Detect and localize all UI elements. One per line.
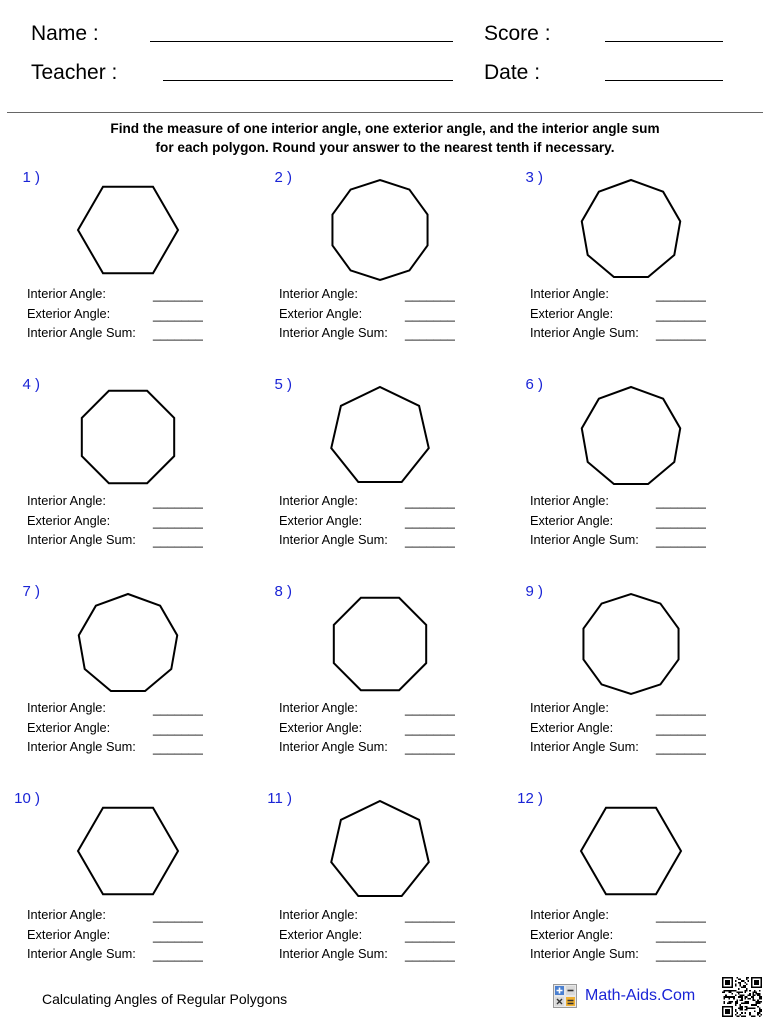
interior-angle-sum-blank[interactable]: _______ xyxy=(153,326,203,341)
problem-6 xyxy=(516,376,746,576)
polygon-figure xyxy=(576,790,686,900)
interior-angle-sum-blank[interactable]: _______ xyxy=(405,947,455,962)
problem-number: 3 ) xyxy=(525,169,543,186)
teacher-line[interactable] xyxy=(163,80,453,81)
exterior-angle-row xyxy=(279,927,495,947)
interior-angle-sum-row xyxy=(530,325,746,345)
interior-angle-sum-blank[interactable]: _______ xyxy=(656,533,706,548)
interior-angle-sum-blank[interactable]: _______ xyxy=(153,947,203,962)
polygon-figure xyxy=(73,583,183,693)
exterior-angle-row xyxy=(279,720,495,740)
interior-angle-label: Interior Angle: xyxy=(279,907,358,922)
polygon-outline xyxy=(582,387,680,484)
interior-angle-sum-blank[interactable]: _______ xyxy=(405,326,455,341)
interior-angle-sum-label: Interior Angle Sum: xyxy=(27,532,136,547)
problem-5 xyxy=(265,376,495,576)
exterior-angle-row xyxy=(27,927,243,947)
interior-angle-sum-row xyxy=(27,946,243,966)
interior-angle-sum-label: Interior Angle Sum: xyxy=(530,532,639,547)
polygon-figure xyxy=(325,583,435,693)
problem-10 xyxy=(13,790,243,990)
polygon-outline xyxy=(78,187,178,274)
interior-angle-label: Interior Angle: xyxy=(27,907,106,922)
exterior-angle-label: Exterior Angle: xyxy=(530,719,614,735)
interior-angle-sum-blank[interactable]: _______ xyxy=(153,533,203,548)
exterior-angle-blank[interactable]: _______ xyxy=(153,513,203,529)
interior-angle-blank[interactable]: _______ xyxy=(405,908,455,923)
interior-angle-sum-label: Interior Angle Sum: xyxy=(530,325,639,340)
exterior-angle-blank[interactable]: _______ xyxy=(656,720,706,736)
exterior-angle-row xyxy=(530,927,746,947)
exterior-angle-label: Exterior Angle: xyxy=(530,926,614,942)
interior-angle-label: Interior Angle: xyxy=(279,493,358,508)
problem-number: 6 ) xyxy=(525,376,543,393)
problem-number: 9 ) xyxy=(525,583,543,600)
polygon-outline xyxy=(582,180,680,277)
interior-angle-label: Interior Angle: xyxy=(530,907,609,922)
interior-angle-row xyxy=(279,700,495,720)
exterior-angle-row xyxy=(27,513,243,533)
interior-angle-sum-row xyxy=(27,325,243,345)
interior-angle-row xyxy=(279,493,495,513)
exterior-angle-blank[interactable]: _______ xyxy=(405,720,455,736)
answer-fields xyxy=(279,700,495,759)
polygon-outline xyxy=(331,801,429,896)
interior-angle-row xyxy=(279,286,495,306)
interior-angle-sum-blank[interactable]: _______ xyxy=(656,947,706,962)
exterior-angle-blank[interactable]: _______ xyxy=(153,927,203,943)
interior-angle-sum-label: Interior Angle Sum: xyxy=(279,739,388,754)
interior-angle-blank[interactable]: _______ xyxy=(405,494,455,509)
date-line[interactable] xyxy=(605,80,723,81)
interior-angle-blank[interactable]: _______ xyxy=(153,494,203,509)
answer-fields xyxy=(530,286,746,345)
exterior-angle-label: Exterior Angle: xyxy=(27,926,111,942)
exterior-angle-row xyxy=(530,513,746,533)
interior-angle-row xyxy=(530,700,746,720)
interior-angle-label: Interior Angle: xyxy=(530,286,609,301)
problem-9 xyxy=(516,583,746,783)
exterior-angle-label: Exterior Angle: xyxy=(530,512,614,528)
interior-angle-row xyxy=(530,493,746,513)
interior-angle-label: Interior Angle: xyxy=(27,700,106,715)
polygon-figure xyxy=(73,169,183,279)
header-divider xyxy=(7,112,763,113)
problem-number: 1 ) xyxy=(22,169,40,186)
interior-angle-sum-blank[interactable]: _______ xyxy=(405,533,455,548)
interior-angle-sum-blank[interactable]: _______ xyxy=(405,740,455,755)
interior-angle-sum-label: Interior Angle Sum: xyxy=(279,325,388,340)
exterior-angle-label: Exterior Angle: xyxy=(279,512,363,528)
problem-number: 5 ) xyxy=(274,376,292,393)
answer-fields xyxy=(27,700,243,759)
polygon-figure xyxy=(73,376,183,486)
interior-angle-label: Interior Angle: xyxy=(279,700,358,715)
polygon-figure xyxy=(576,169,686,279)
interior-angle-sum-row xyxy=(27,739,243,759)
exterior-angle-label: Exterior Angle: xyxy=(279,719,363,735)
interior-angle-row xyxy=(279,907,495,927)
worksheet-title: Calculating Angles of Regular Polygons xyxy=(42,991,288,1007)
score-label: Score : xyxy=(484,22,551,45)
exterior-angle-blank[interactable]: _______ xyxy=(405,306,455,322)
polygon-outline xyxy=(583,594,678,694)
answer-fields xyxy=(279,286,495,345)
exterior-angle-blank[interactable]: _______ xyxy=(656,513,706,529)
interior-angle-sum-row xyxy=(279,325,495,345)
polygon-outline xyxy=(82,391,174,483)
name-line[interactable] xyxy=(150,41,453,42)
interior-angle-sum-label: Interior Angle Sum: xyxy=(530,739,639,754)
exterior-angle-row xyxy=(279,306,495,326)
problem-number: 7 ) xyxy=(22,583,40,600)
exterior-angle-label: Exterior Angle: xyxy=(279,926,363,942)
problem-2 xyxy=(265,169,495,369)
calculator-icon xyxy=(553,984,577,1008)
interior-angle-blank[interactable]: _______ xyxy=(153,701,203,716)
interior-angle-label: Interior Angle: xyxy=(530,700,609,715)
answer-fields xyxy=(27,286,243,345)
interior-angle-row xyxy=(27,700,243,720)
qr-code-icon xyxy=(722,977,762,1017)
polygon-figure xyxy=(325,376,435,486)
date-label: Date : xyxy=(484,61,541,84)
problem-7 xyxy=(13,583,243,783)
exterior-angle-label: Exterior Angle: xyxy=(530,305,614,321)
polygon-figure xyxy=(73,790,183,900)
interior-angle-sum-row xyxy=(279,739,495,759)
exterior-angle-row xyxy=(27,720,243,740)
interior-angle-sum-row xyxy=(530,739,746,759)
interior-angle-label: Interior Angle: xyxy=(27,286,106,301)
interior-angle-blank[interactable]: _______ xyxy=(153,287,203,302)
interior-angle-sum-blank[interactable]: _______ xyxy=(656,326,706,341)
interior-angle-sum-label: Interior Angle Sum: xyxy=(279,532,388,547)
interior-angle-label: Interior Angle: xyxy=(279,286,358,301)
polygon-figure xyxy=(325,169,435,279)
answer-fields xyxy=(279,493,495,552)
interior-angle-row xyxy=(27,286,243,306)
instructions-line-2: for each polygon. Round your answer to the nearest tenth if necessary. xyxy=(155,140,615,155)
problem-number: 8 ) xyxy=(274,583,292,600)
interior-angle-blank[interactable]: _______ xyxy=(656,908,706,923)
interior-angle-sum-row xyxy=(27,532,243,552)
polygon-outline xyxy=(79,594,177,691)
exterior-angle-label: Exterior Angle: xyxy=(27,305,111,321)
problem-11 xyxy=(265,790,495,990)
exterior-angle-row xyxy=(279,513,495,533)
interior-angle-sum-label: Interior Angle Sum: xyxy=(530,946,639,961)
problem-8 xyxy=(265,583,495,783)
exterior-angle-label: Exterior Angle: xyxy=(279,305,363,321)
interior-angle-sum-label: Interior Angle Sum: xyxy=(27,946,136,961)
interior-angle-sum-row xyxy=(530,532,746,552)
problem-number: 10 ) xyxy=(14,790,40,807)
problem-4 xyxy=(13,376,243,576)
problem-number: 2 ) xyxy=(274,169,292,186)
polygon-outline xyxy=(334,598,426,690)
interior-angle-sum-row xyxy=(279,532,495,552)
exterior-angle-blank[interactable]: _______ xyxy=(153,306,203,322)
exterior-angle-blank[interactable]: _______ xyxy=(405,927,455,943)
interior-angle-sum-blank[interactable]: _______ xyxy=(153,740,203,755)
interior-angle-sum-label: Interior Angle Sum: xyxy=(27,739,136,754)
interior-angle-blank[interactable]: _______ xyxy=(153,908,203,923)
interior-angle-blank[interactable]: _______ xyxy=(656,287,706,302)
score-line[interactable] xyxy=(605,41,723,42)
interior-angle-sum-label: Interior Angle Sum: xyxy=(279,946,388,961)
polygon-figure xyxy=(576,376,686,486)
interior-angle-row xyxy=(27,493,243,513)
exterior-angle-row xyxy=(530,720,746,740)
interior-angle-row xyxy=(530,286,746,306)
exterior-angle-blank[interactable]: _______ xyxy=(405,513,455,529)
interior-angle-blank[interactable]: _______ xyxy=(405,287,455,302)
exterior-angle-row xyxy=(530,306,746,326)
interior-angle-label: Interior Angle: xyxy=(530,493,609,508)
answer-fields xyxy=(530,493,746,552)
answer-fields xyxy=(530,907,746,966)
interior-angle-sum-blank[interactable]: _______ xyxy=(656,740,706,755)
instructions xyxy=(40,119,730,157)
interior-angle-blank[interactable]: _______ xyxy=(656,701,706,716)
answer-fields xyxy=(27,907,243,966)
answer-fields xyxy=(530,700,746,759)
problem-number: 4 ) xyxy=(22,376,40,393)
exterior-angle-row xyxy=(27,306,243,326)
brand-name: Math-Aids.Com xyxy=(585,987,696,1004)
name-label: Name : xyxy=(31,22,99,45)
problem-number: 12 ) xyxy=(517,790,543,807)
answer-fields xyxy=(27,493,243,552)
problem-number: 11 ) xyxy=(267,790,292,807)
exterior-angle-blank[interactable]: _______ xyxy=(656,927,706,943)
interior-angle-sum-row xyxy=(530,946,746,966)
interior-angle-row xyxy=(530,907,746,927)
polygon-figure xyxy=(325,790,435,900)
exterior-angle-label: Exterior Angle: xyxy=(27,719,111,735)
answer-fields xyxy=(279,907,495,966)
interior-angle-sum-row xyxy=(279,946,495,966)
polygon-outline xyxy=(78,808,178,895)
exterior-angle-label: Exterior Angle: xyxy=(27,512,111,528)
polygon-outline xyxy=(331,387,429,482)
polygon-figure xyxy=(576,583,686,693)
instructions-line-1: Find the measure of one interior angle, one exterior angle, and the interior angle sum xyxy=(110,121,660,136)
exterior-angle-blank[interactable]: _______ xyxy=(153,720,203,736)
interior-angle-blank[interactable]: _______ xyxy=(656,494,706,509)
problem-12 xyxy=(516,790,746,990)
interior-angle-row xyxy=(27,907,243,927)
interior-angle-blank[interactable]: _______ xyxy=(405,701,455,716)
interior-angle-label: Interior Angle: xyxy=(27,493,106,508)
problem-1 xyxy=(13,169,243,369)
problem-3 xyxy=(516,169,746,369)
interior-angle-sum-label: Interior Angle Sum: xyxy=(27,325,136,340)
brand xyxy=(553,984,695,1008)
exterior-angle-blank[interactable]: _______ xyxy=(656,306,706,322)
polygon-outline xyxy=(332,180,427,280)
teacher-label: Teacher : xyxy=(31,61,118,84)
polygon-outline xyxy=(581,808,681,895)
